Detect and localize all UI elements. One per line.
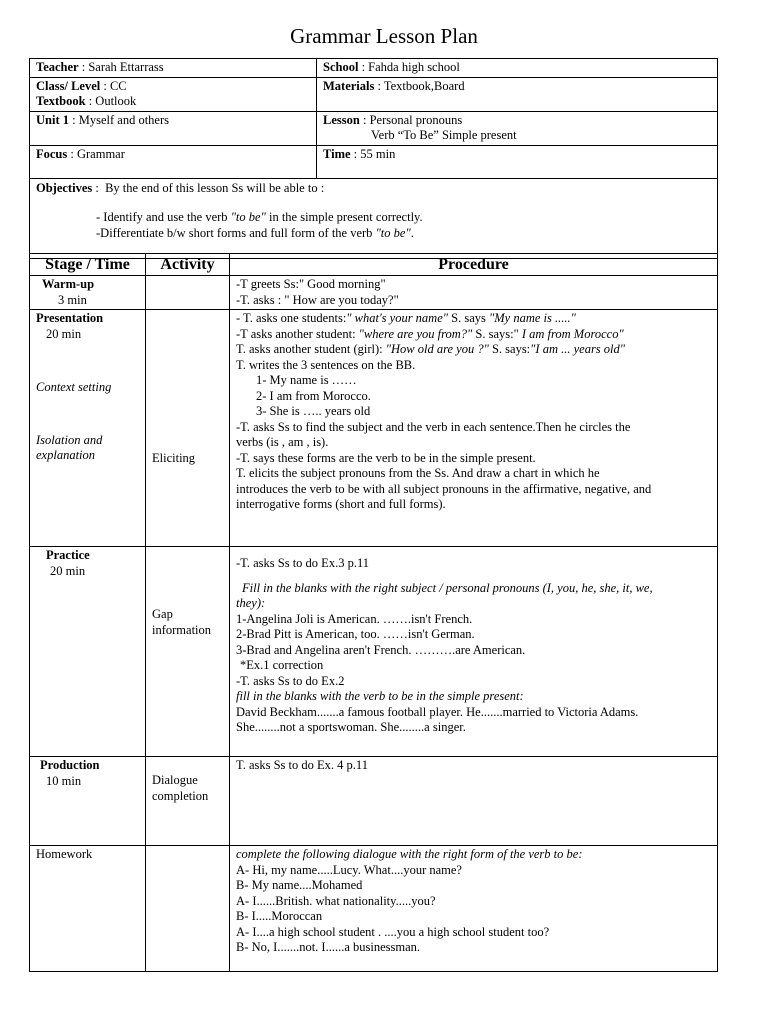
objective-1: - Identify and use the verb "to be" in the simple present correctly. [96, 210, 423, 224]
materials-value: Textbook,Board [383, 78, 465, 93]
warmup-activity [146, 276, 230, 310]
lesson-value-2: Verb “To Be” Simple present [371, 128, 517, 142]
practice-stage: Practice 20 min [30, 547, 146, 757]
header-procedure: Procedure [230, 254, 718, 276]
production-activity: Dialogue completion [146, 757, 230, 846]
presentation-stage: Presentation 20 min Context setting Isolation and explanation [30, 310, 146, 547]
context-setting-label: Context setting [36, 380, 112, 394]
unit-cell: Unit 1 : Myself and others [30, 111, 317, 145]
practice-procedure: -T. asks Ss to do Ex.3 p.11 Fill in the blanks with the right subject / personal pronouns (I, you, he, she, it, we, they): 1-Angelina Joli is American. …….isn't French. 2-Brad Pitt is American, too. ……isn't German. 3-Brad and Angelina aren't French. ……….are American. *Ex.1 correction -T. asks Ss to do Ex.2 fill in the blanks with the verb to be in the simple present: David Beckham.......a famous football player. He.......married to Victoria Adams. She........not a sportswoman. She........a singer. [230, 547, 718, 757]
warmup-procedure: -T greets Ss:" Good morning" -T. asks : " How are you today?" [230, 276, 718, 310]
homework-row [30, 846, 718, 972]
warmup-stage: Warm-up 3 min [30, 276, 146, 310]
info-table [29, 58, 718, 259]
procedure-table [29, 253, 718, 972]
class-value: CC [109, 78, 127, 93]
warmup-row [30, 276, 718, 310]
header-activity: Activity [146, 254, 230, 276]
page-title: Grammar Lesson Plan [290, 24, 478, 48]
focus-cell: Focus : Grammar [30, 145, 317, 178]
procedure-header-row [30, 254, 718, 276]
homework-stage: Homework [30, 846, 146, 972]
header-stage: Stage / Time [30, 254, 146, 276]
materials-cell: Materials : Textbook,Board [317, 77, 718, 111]
school-value: Fahda high school [368, 60, 460, 74]
homework-procedure: complete the following dialogue with the right form of the verb to be: A- Hi, my name.....Lucy. What....your name? B- My name....Mohamed A- I......British. what nationality.....you? B- I.....Moroccan A- I....a high school student . ....you a high school student too? B- No, I.......not. I......a businessman. [230, 846, 718, 972]
teacher-cell: Teacher : Sarah Ettarrass [30, 59, 317, 78]
practice-activity: Gap information [146, 547, 230, 757]
textbook-value: Outlook [95, 94, 137, 108]
production-row [30, 757, 718, 846]
lesson-value: Personal pronouns [369, 112, 463, 127]
time-value: 55 min [360, 146, 396, 161]
school-cell: School : Fahda high school [317, 59, 718, 78]
focus-value: Grammar [76, 146, 125, 161]
presentation-procedure: - T. asks one students:" what's your name" S. says "My name is ....." -T asks another student: "where are you from?" S. says:" I am from Morocco" T. asks another student (girl): "How old are you ?" S. says:"I am ... years old" T. writes the 3 sentences on the BB. 1- My name is …… 2- I am from Morocco. 3- She is ….. years old -T. asks Ss to find the subject and the verb in each sentence.Then he circles the verbs (is , am , is). -T. says these forms are the verb to be in the simple present. T. elicits the subject pronouns from the Ss. And draw a chart in which he introduces the verb to be with all subject pronouns in the affirmative, negative, and interrogative forms (short and full forms). [230, 310, 718, 547]
objectives-cell: Objectives : By the end of this lesson Ss will be able to : - Identify and use the verb "to be" in the simple present correctly. -Differentiate b/w short forms and full form of the verb "to be". [30, 178, 718, 258]
lesson-cell: Lesson : Personal pronouns Verb “To Be” Simple present [317, 111, 718, 145]
presentation-activity: Eliciting [146, 310, 230, 547]
practice-row [30, 547, 718, 757]
class-cell: Class/ Level : CC Textbook : Outlook [30, 77, 317, 111]
production-stage: Production 10 min [30, 757, 146, 846]
objective-2: -Differentiate b/w short forms and full form of the verb "to be". [96, 225, 414, 240]
homework-activity [146, 846, 230, 972]
time-cell: Time : 55 min [317, 145, 718, 178]
production-procedure: T. asks Ss to do Ex. 4 p.11 [230, 757, 718, 846]
unit-value: Myself and others [78, 112, 169, 127]
presentation-row [30, 310, 718, 547]
objectives-intro: By the end of this lesson Ss will be able to : [105, 180, 325, 195]
teacher-value: Sarah Ettarrass [88, 60, 164, 74]
